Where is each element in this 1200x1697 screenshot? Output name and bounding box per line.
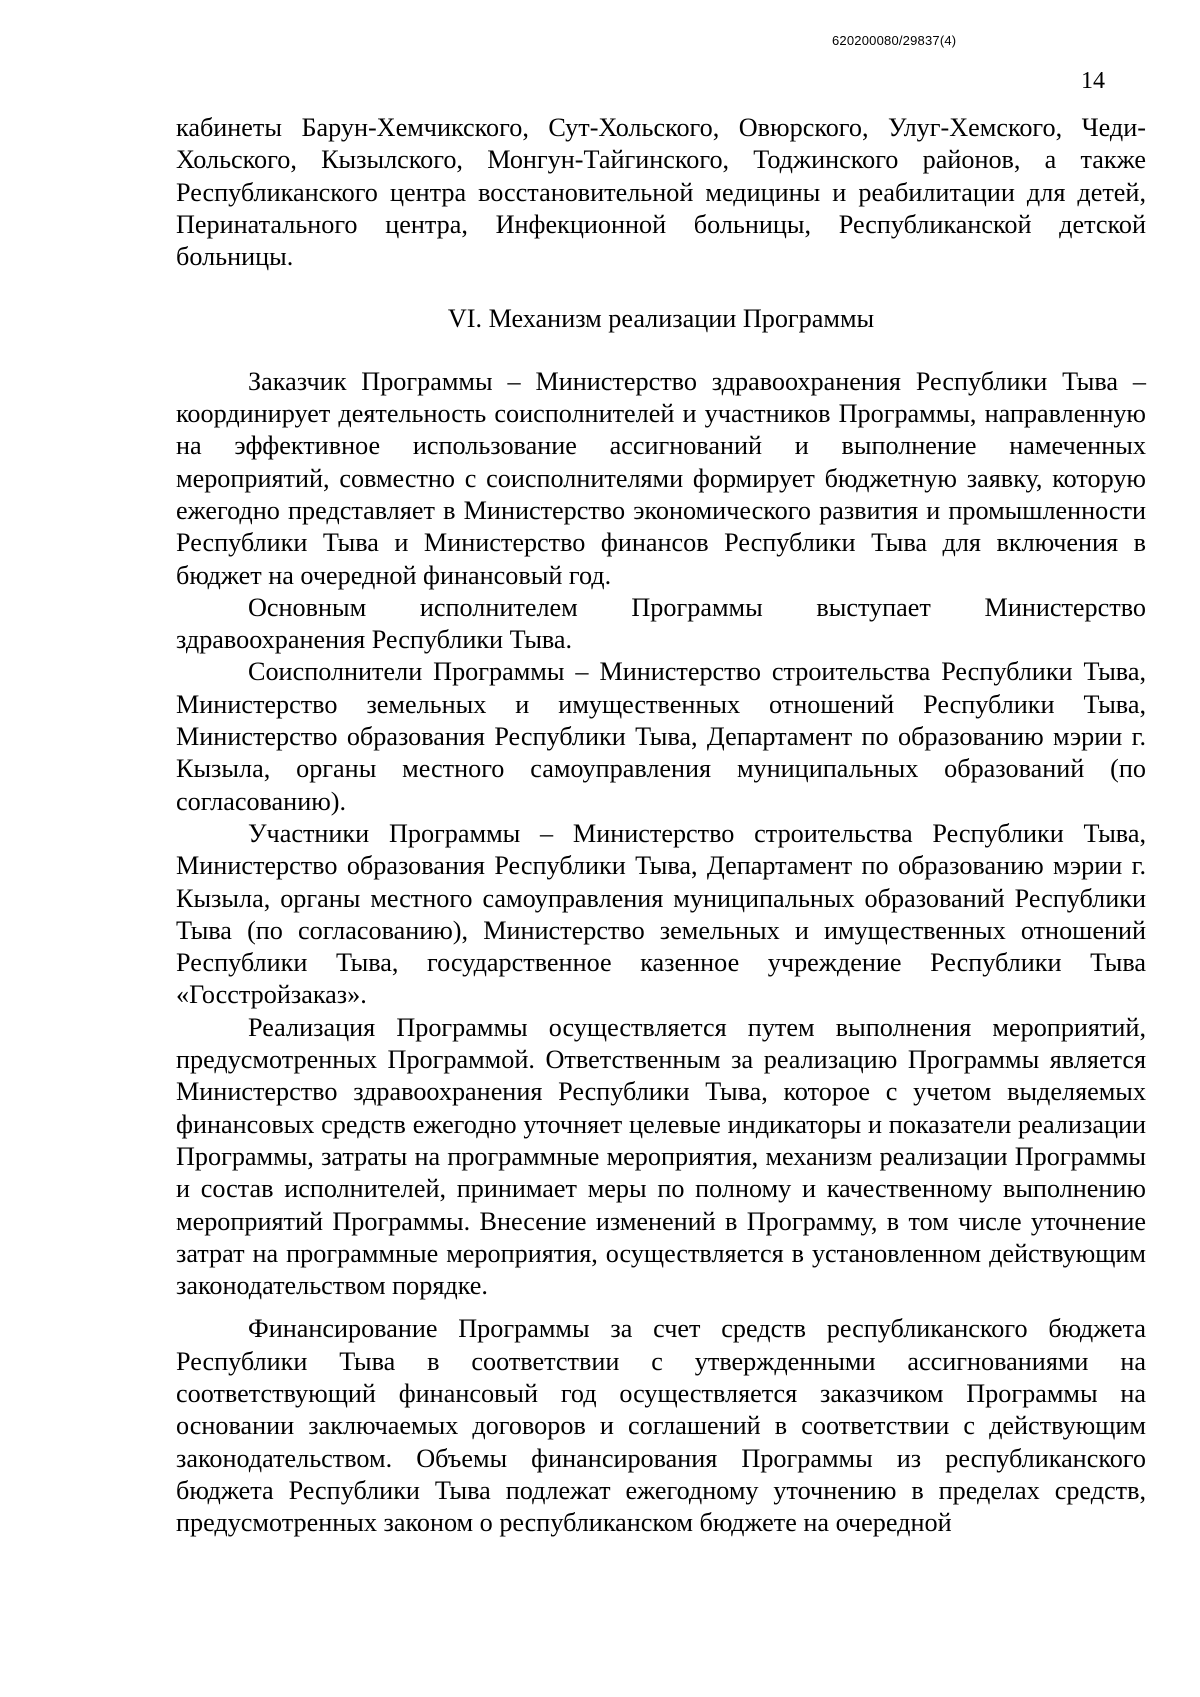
paragraph-financing: Финансирование Программы за счет средств республиканского бюджета Республики Тыва в соответствии с утвержденными ассигнованиями на соответствующий финансовый год осуществляется заказчиком Программы на основании заключаемых договоров и соглашений в соответствии с действующим законодательством. Объемы финансирования Программы из республиканского бюджета Республики Тыва подлежат ежегодному уточнению в пределах средств, предусмотренных законом о республиканском бюджете на очередной [176, 1314, 1146, 1538]
paragraph-participants: Участники Программы – Министерство строительства Республики Тыва, Министерство образования Республики Тыва, Департамент по образованию мэрии г. Кызыла, органы местного самоуправления муниципальных образований Республики Тыва (по согласованию), Министерство земельных и имущественных отношений Республики Тыва, государственное казенное учреждение Республики Тыва «Госстройзаказ». [176, 818, 1146, 1010]
section-heading: VI. Механизм реализации Программы [447, 304, 875, 334]
paragraph-coexecutors: Соисполнители Программы – Министерство строительства Республики Тыва, Министерство земельных и имущественных отношений Республики Тыва, Министерство образования Республики Тыва, Департамент по образованию мэрии г. Кызыла, органы местного самоуправления муниципальных образований (по согласованию). [176, 657, 1146, 816]
document-id: 620200080/29837(4) [832, 33, 957, 48]
paragraph-customer: Заказчик Программы – Министерство здравоохранения Республики Тыва – координирует деятельность соисполнителей и участников Программы, направленную на эффективное использование ассигнований и выполнение намеченных мероприятий, совместно с соисполнителями формирует бюджетную заявку, которую ежегодно представляет в Министерство экономического развития и промышленности Республики Тыва и Министерство финансов Республики Тыва для включения в бюджет на очередной финансовый год. [176, 366, 1146, 590]
paragraph-executor: Основным исполнителем Программы выступает Министерство здравоохранения Республики Тыва. [176, 592, 1146, 655]
page-number: 14 [1081, 68, 1105, 94]
section-heading-wrap [176, 303, 1146, 335]
paragraph-intro: кабинеты Барун-Хемчикского, Сут-Хольского, Овюрского, Улуг-Хемского, Чеди-Хольского, Кызылского, Монгун-Тайгинского, Тоджинского районов, а также Республиканского центра восстановительной медицины и реабилитации для детей, Перинатального центра, Инфекционной больницы, Республиканской детской больницы. [176, 113, 1146, 272]
paragraph-implementation: Реализация Программы осуществляется путем выполнения мероприятий, предусмотренных Программой. Ответственным за реализацию Программы является Министерство здравоохранения Республики Тыва, которое с учетом выделяемых финансовых средств ежегодно уточняет целевые индикаторы и показатели реализации Программы, затраты на программные мероприятия, механизм реализации Программы и состав исполнителей, принимает меры по полному и качественному выполнению мероприятий Программы. Внесение изменений в Программу, в том числе уточнение затрат на программные мероприятия, осуществляется в установленном действующим законодательством порядке. [176, 1012, 1146, 1301]
document-body [176, 112, 1146, 1539]
